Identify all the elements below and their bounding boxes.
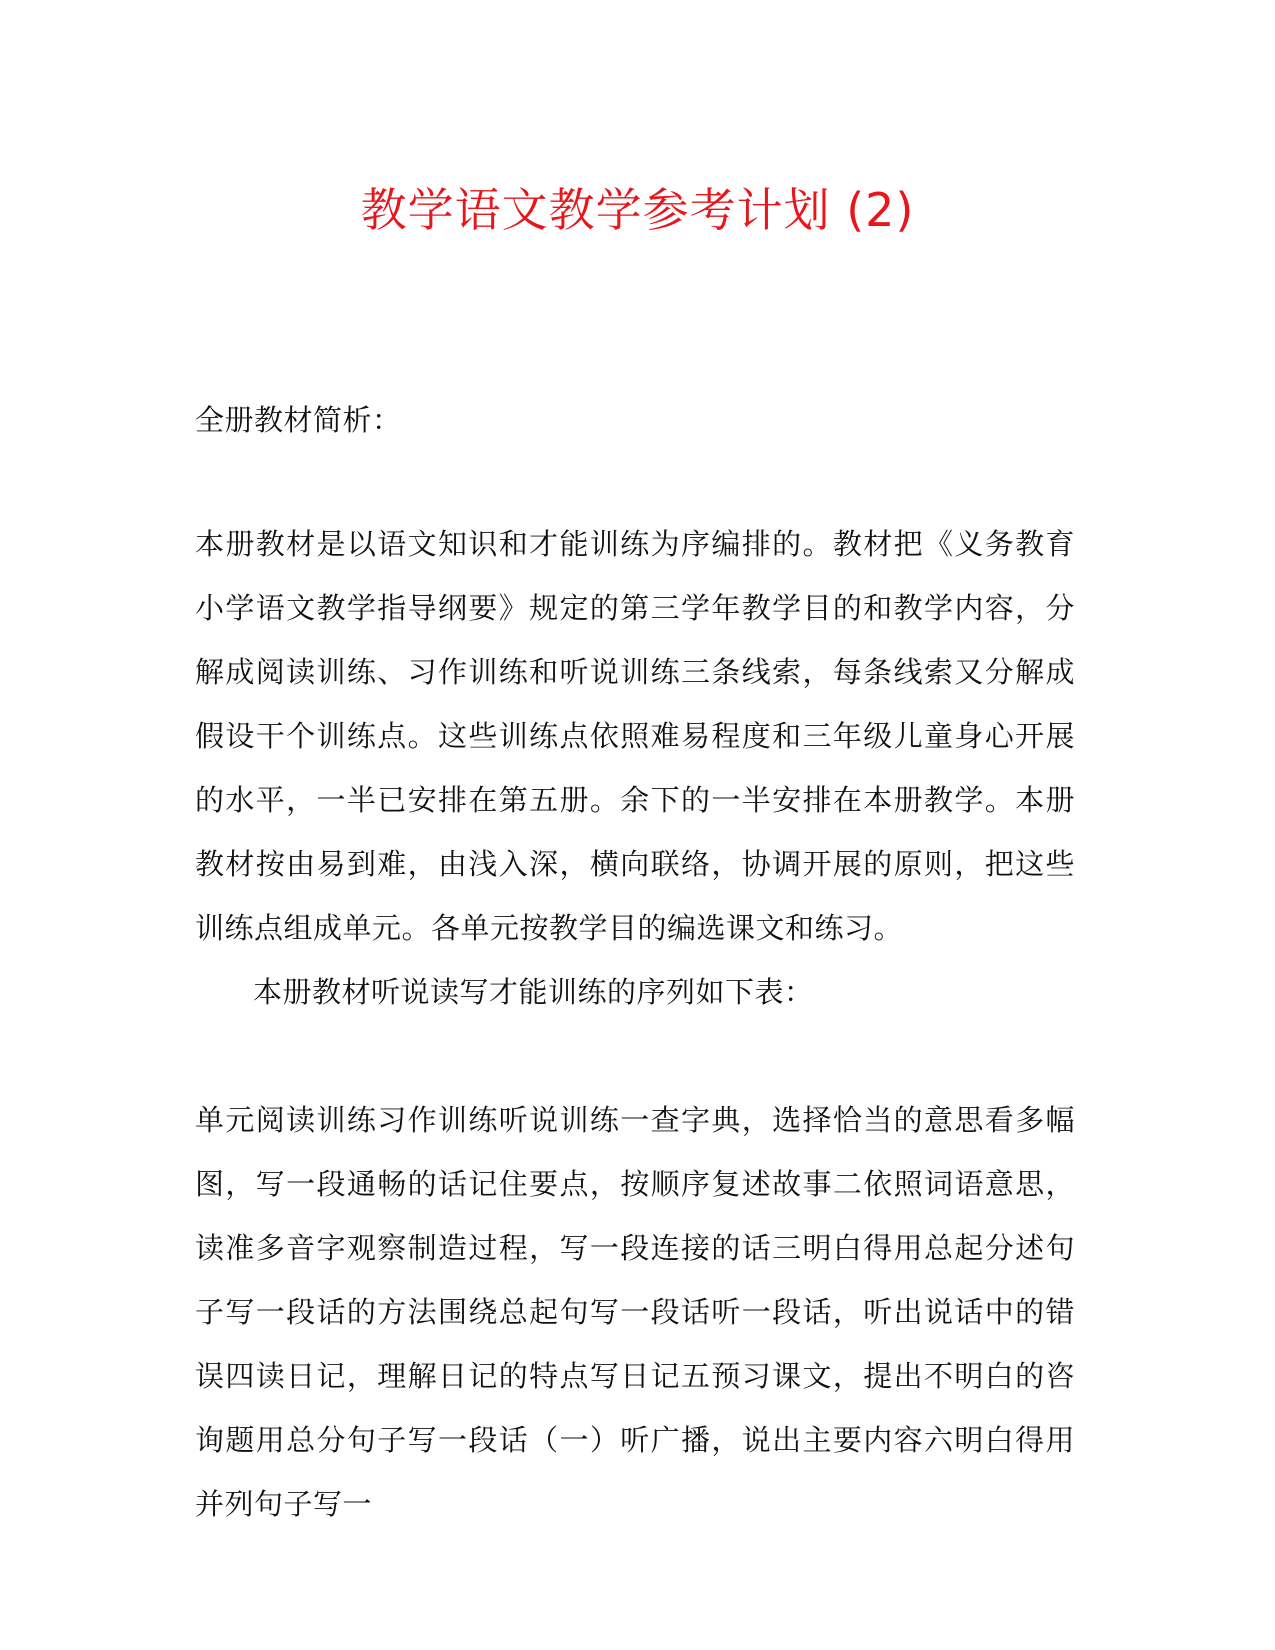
section-heading: 全册教材简析：: [195, 403, 402, 437]
table-intro-paragraph: 本册教材听说读写才能训练的序列如下表：: [253, 975, 814, 1009]
document-title: 教学语文教学参考计划 (2): [360, 183, 915, 237]
intro-paragraph: 本册教材是以语文知识和才能训练为序编排的。教材把《义务教育小学语文教学指导纲要》规定的第三学年教学目的和教学内容，分解成阅读训练、习作训练和听说训练三条线索，每条线索又分解成假设干个训练点。这些训练点依照难易程度和三年级儿童身心开展的水平，一半已安排在第五册。余下的一半安排在本册教学。本册教材按由易到难，由浅入深，横向联络，协调开展的原则，把这些训练点组成单元。各单元按教学目的编选课文和练习。: [195, 527, 1075, 945]
training-sequence-paragraph: 单元阅读训练习作训练听说训练一查字典，选择恰当的意思看多幅图，写一段通畅的话记住要点，按顺序复述故事二依照词语意思，读准多音字观察制造过程，写一段连接的话三明白得用总起分述句子写一段话的方法围绕总起句写一段话听一段话，听出说话中的错误四读日记，理解日记的特点写日记五预习课文，提出不明白的咨询题用总分句子写一段话（一）听广播，说出主要内容六明白得用并列句子写一: [195, 1103, 1075, 1521]
